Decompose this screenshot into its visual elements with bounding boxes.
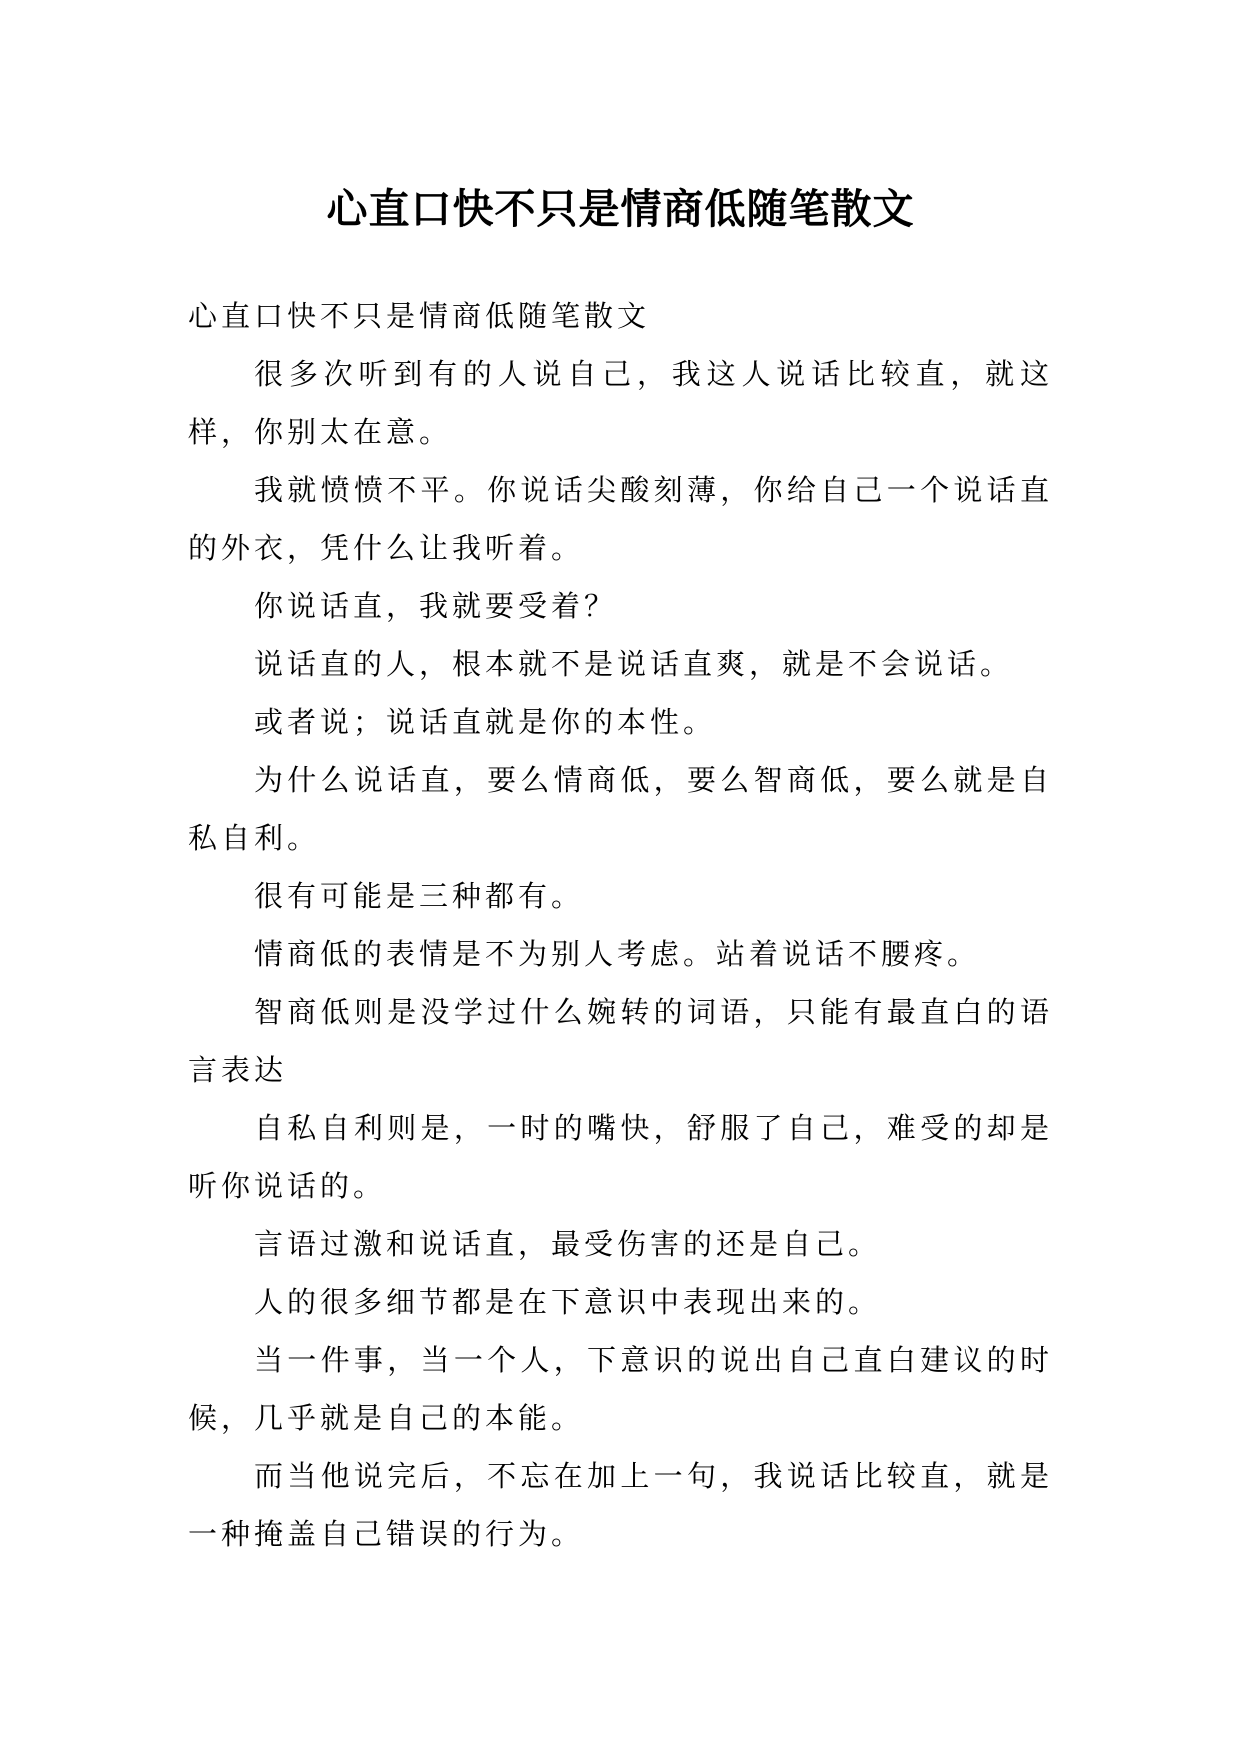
paragraph: 智商低则是没学过什么婉转的词语，只能有最直白的语言表达 — [188, 995, 1053, 1087]
body-heading-line: 心直口快不只是情商低随笔散文 — [188, 299, 651, 333]
paragraph: 人的很多细节都是在下意识中表现出来的。 — [254, 1285, 882, 1319]
paragraph: 言语过激和说话直，最受伤害的还是自己。 — [254, 1227, 882, 1261]
paragraph: 很有可能是三种都有。 — [254, 879, 585, 913]
paragraph: 而当他说完后，不忘在加上一句，我说话比较直，就是一种掩盖自己错误的行为。 — [188, 1459, 1053, 1551]
paragraph: 说话直的人，根本就不是说话直爽，就是不会说话。 — [254, 647, 1014, 681]
paragraph: 我就愤愤不平。你说话尖酸刻薄，你给自己一个说话直的外衣，凭什么让我听着。 — [188, 473, 1053, 565]
paragraph: 你说话直，我就要受着？ — [254, 589, 618, 623]
paragraph: 或者说；说话直就是你的本性。 — [254, 705, 717, 739]
paragraph: 很多次听到有的人说自己，我这人说话比较直，就这样，你别太在意。 — [188, 357, 1053, 449]
document-body — [188, 287, 1053, 1563]
paragraph: 自私自利则是，一时的嘴快，舒服了自己，难受的却是听你说话的。 — [188, 1111, 1053, 1203]
document-title: 心直口快不只是情商低随笔散文 — [326, 185, 915, 234]
paragraph: 为什么说话直，要么情商低，要么智商低，要么就是自私自利。 — [188, 763, 1053, 855]
paragraph: 情商低的表情是不为别人考虑。站着说话不腰疼。 — [254, 937, 981, 971]
paragraph: 当一件事，当一个人，下意识的说出自己直白建议的时候，几乎就是自己的本能。 — [188, 1343, 1053, 1435]
